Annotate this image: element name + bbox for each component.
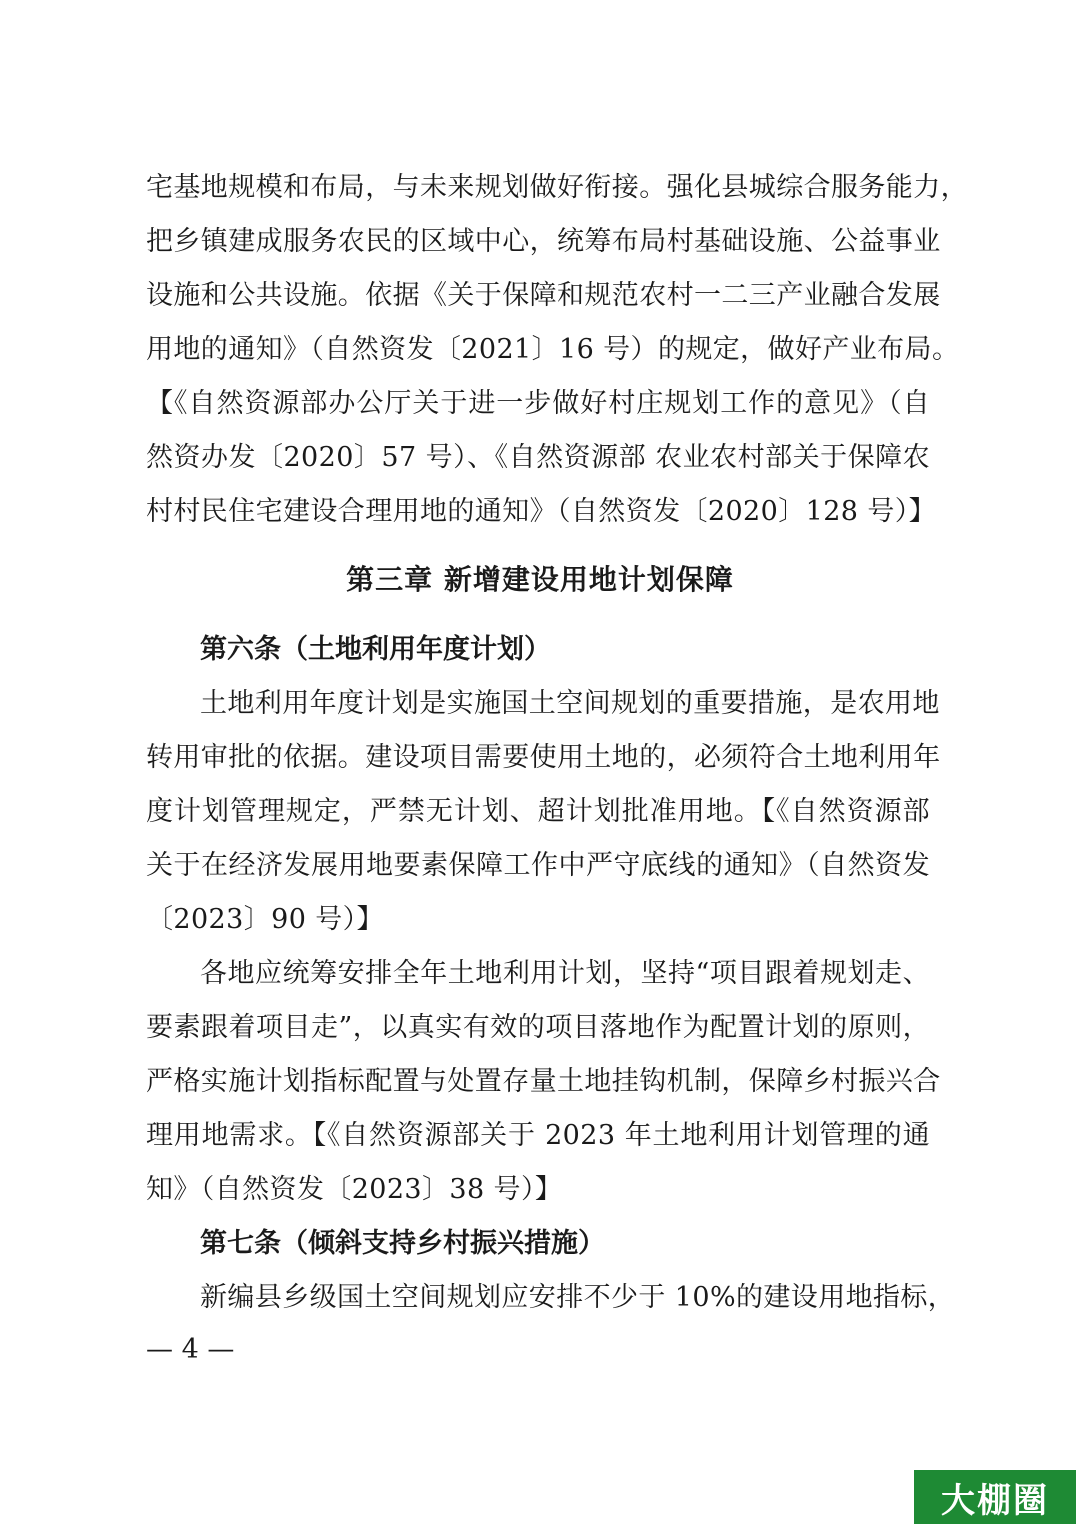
text-line: 严格实施计划指标配置与处置存量土地挂钩机制，保障乡村振兴合 [146, 1066, 941, 1097]
text-line: 土地利用年度计划是实施国土空间规划的重要措施，是农用地 [200, 688, 940, 719]
text-line: 度计划管理规定，严禁无计划、超计划批准用地。【《自然资源部 [146, 796, 930, 827]
text-line: 要素跟着项目走”，以真实有效的项目落地作为配置计划的原则， [146, 1012, 930, 1043]
text-line: 村村民住宅建设合理用地的通知》（自然资发〔2020〕128 号）】 [146, 496, 937, 527]
text-line: 把乡镇建成服务农民的区域中心，统筹布局村基础设施、公益事业 [146, 226, 941, 257]
watermark-logo [914, 1470, 1076, 1524]
text-line: 转用审批的依据。建设项目需要使用土地的，必须符合土地利用年 [146, 742, 941, 773]
text-line: 用地的通知》（自然资发〔2021〕16 号）的规定，做好产业布局。 [146, 334, 960, 365]
article-heading: 第六条（土地利用年度计划） [200, 634, 551, 665]
text-line: 〔2023〕90 号）】 [146, 904, 384, 935]
chapter-title: 第三章 新增建设用地计划保障 [346, 563, 734, 596]
page-number: — 4 — [146, 1334, 235, 1365]
text-line: 宅基地规模和布局，与未来规划做好衔接。强化县城综合服务能力， [146, 172, 968, 203]
article-heading: 第七条（倾斜支持乡村振兴措施） [200, 1228, 605, 1259]
text-line: 然资办发〔2020〕57 号）、《自然资源部 农业农村部关于保障农 [146, 442, 930, 473]
watermark-text: 大棚圈 [941, 1480, 1049, 1521]
text-line: 各地应统筹安排全年土地利用计划，坚持“项目跟着规划走、 [200, 958, 930, 989]
text-line: 理用地需求。【《自然资源部关于 2023 年土地利用计划管理的通 [146, 1120, 930, 1151]
text-line: 【《自然资源部办公厅关于进一步做好村庄规划工作的意见》（自 [146, 388, 930, 419]
text-line: 知》（自然资发〔2023〕38 号）】 [146, 1174, 563, 1205]
text-line: 关于在经济发展用地要素保障工作中严守底线的通知》（自然资发 [146, 850, 930, 881]
text-line: 设施和公共设施。依据《关于保障和规范农村一二三产业融合发展 [146, 280, 941, 311]
text-line: 新编县乡级国土空间规划应安排不少于 10%的建设用地指标， [200, 1282, 956, 1313]
